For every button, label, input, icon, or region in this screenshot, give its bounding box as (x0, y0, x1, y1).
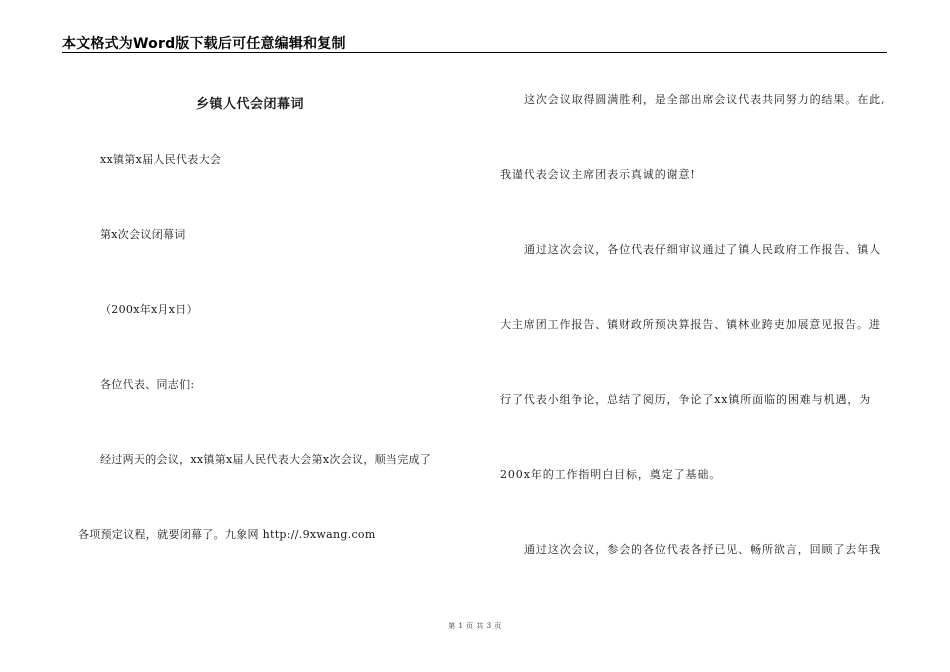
document-header-banner: 本文格式为Word版下载后可任意编辑和复制 (62, 36, 346, 52)
right-line-6: 200x年的工作指明白目标，奠定了基础。 (500, 468, 722, 481)
left-line-5: 经过两天的会议，xx镇第x届人民代表大会第x次会议，顺当完成了 (100, 453, 432, 466)
left-line-1: xx镇第x届人民代表大会 (100, 153, 222, 166)
right-line-2: 我谨代表会议主席团表示真诚的谢意! (500, 168, 696, 181)
right-line-1: 这次会议取得圆满胜利，是全部出席会议代表共同努力的结果。在此, (524, 93, 886, 106)
document-title: 乡镇人代会闭幕词 (195, 97, 304, 112)
left-line-6: 各项预定议程，就要闭幕了。九象网 http://.9xwang.com (78, 528, 376, 541)
left-line-3: （200x年x月x日） (100, 303, 198, 316)
right-line-7: 通过这次会议，参会的各位代表各抒已见、畅所欲言，回顾了去年我 (524, 543, 881, 556)
left-line-4: 各位代表、同志们: (100, 378, 195, 391)
header-divider (62, 52, 887, 53)
left-line-2: 第x次会议闭幕词 (100, 228, 186, 241)
right-line-5: 行了代表小组争论，总结了阅历，争论了xx镇所面临的困难与机遇，为 (500, 393, 872, 406)
right-line-4: 大主席团工作报告、镇财政所预决算报告、镇林业跨吏加展意见报告。进 (500, 318, 881, 331)
right-line-3: 通过这次会议，各位代表仔细审议通过了镇人民政府工作报告、镇人 (524, 243, 881, 256)
page-footer: 第 1 页 共 3 页 (448, 622, 502, 630)
